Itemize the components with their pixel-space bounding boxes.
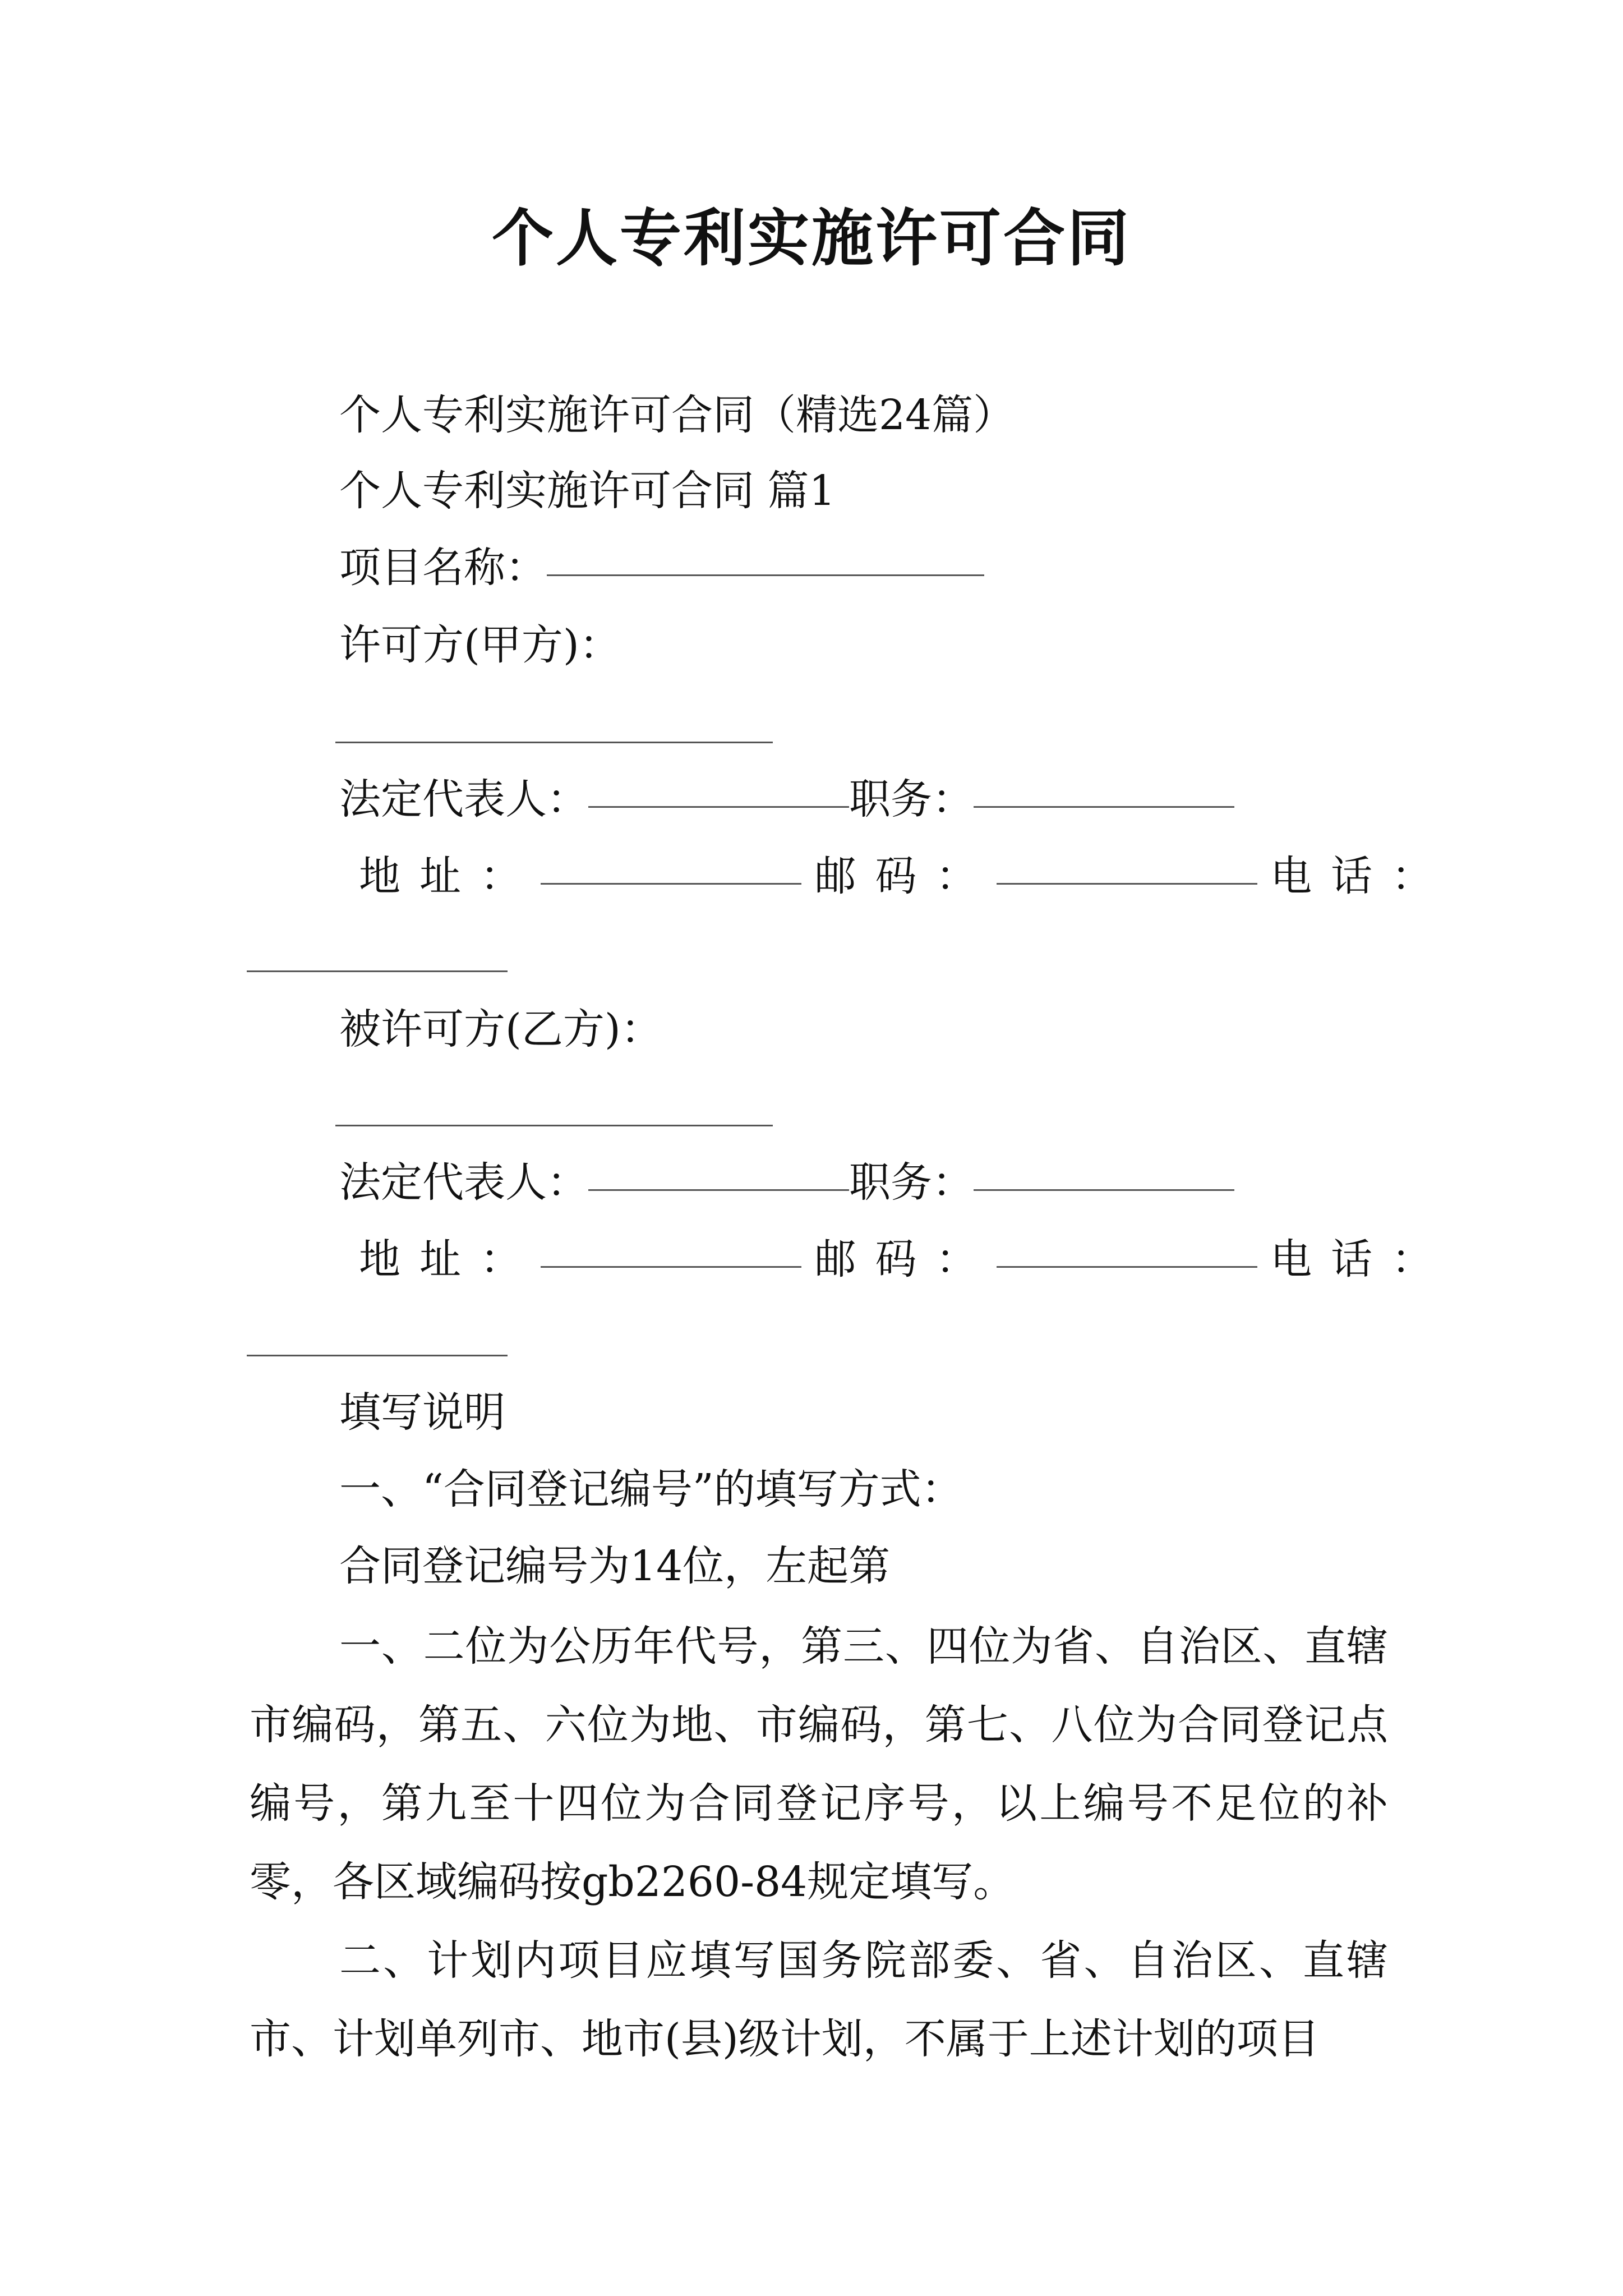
- licensor-label: 许可方(甲方)：: [339, 621, 621, 669]
- licensor-name-field[interactable]: [335, 742, 773, 743]
- paragraph-1: 一、二位为公历年代号，第三、四位为省、自治区、直辖市编码，第五、六位为地、市编码，第七、八位为合同登记点编号，第九至十四位为合同登记序号，以上编号不足位的补零，各区域编码按gb2260-84规定填写。: [250, 1622, 1388, 1906]
- project-name-row: [339, 540, 984, 596]
- instruction-1-line: 合同登记编号为14位，左起第: [339, 1542, 891, 1590]
- licensor-rep-row: [339, 771, 1234, 827]
- licensee-phone-field[interactable]: [247, 1355, 508, 1356]
- licensee-name-field[interactable]: [335, 1125, 773, 1126]
- licensee-zip-label: 邮码：: [814, 1235, 997, 1283]
- document-subtitle: 个人专利实施许可合同（精选24篇）: [339, 391, 1015, 439]
- licensee-address-label: 地址：: [359, 1235, 541, 1283]
- licensor-phone-label: 电话：: [1270, 852, 1453, 900]
- document-title: 个人专利实施许可合同: [492, 202, 1131, 274]
- licensor-position-label: 职务：: [849, 775, 974, 823]
- licensor-zip-label: 邮码：: [814, 852, 997, 900]
- licensee-address-row: [359, 1231, 1452, 1287]
- licensor-phone-field[interactable]: [247, 970, 508, 972]
- licensee-label: 被许可方(乙方)：: [339, 1005, 662, 1053]
- licensee-address-field[interactable]: [541, 1226, 801, 1268]
- licensor-address-row: [359, 848, 1452, 904]
- licensee-position-label: 职务：: [849, 1158, 974, 1207]
- licensor-rep-field[interactable]: [588, 766, 849, 808]
- licensee-position-field[interactable]: [974, 1149, 1234, 1191]
- paragraph-2: 二、计划内项目应填写国务院部委、省、自治区、直辖市、计划单列市、地市(县)级计划，不属于上述计划的项目: [250, 1936, 1388, 2063]
- project-name-label: 项目名称：: [339, 544, 547, 592]
- section-heading: 个人专利实施许可合同 篇1: [339, 467, 836, 515]
- instruction-1-heading: 一、“合同登记编号”的填写方式：: [339, 1465, 963, 1513]
- licensor-rep-label: 法定代表人：: [339, 775, 588, 823]
- licensee-rep-row: [339, 1154, 1234, 1211]
- licensee-rep-label: 法定代表人：: [339, 1158, 588, 1207]
- licensor-address-field[interactable]: [541, 843, 801, 885]
- instructions-heading: 填写说明: [339, 1388, 505, 1437]
- licensor-position-field[interactable]: [974, 766, 1234, 808]
- licensor-address-label: 地址：: [359, 852, 541, 900]
- licensee-rep-field[interactable]: [588, 1149, 849, 1191]
- licensee-zip-field[interactable]: [997, 1226, 1257, 1268]
- licensor-zip-field[interactable]: [997, 843, 1257, 885]
- licensee-phone-label: 电话：: [1270, 1235, 1453, 1283]
- project-name-field[interactable]: [547, 534, 984, 576]
